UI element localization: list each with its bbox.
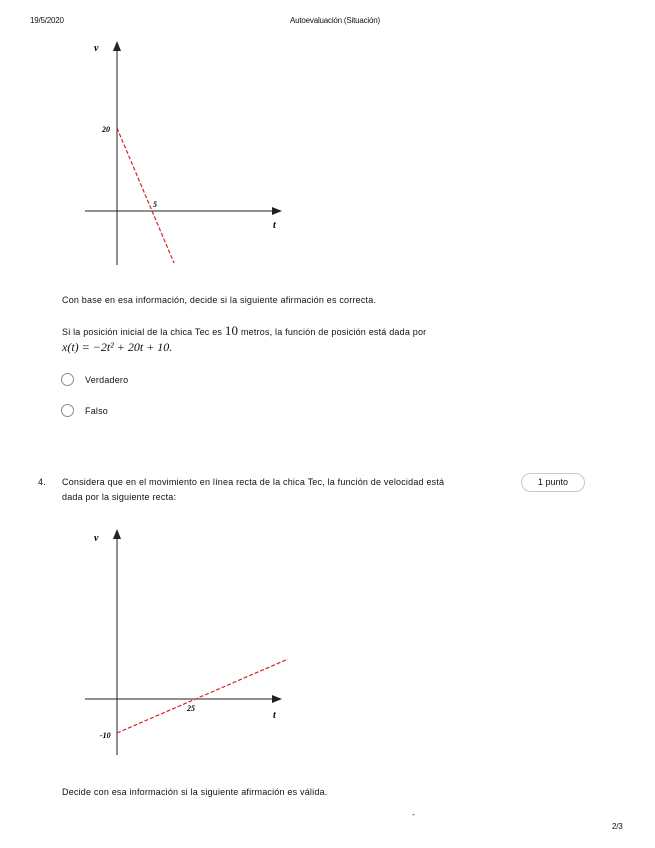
graph1-y-axis-label: v [94,43,99,54]
graph1-velocity-line [117,128,174,263]
q4-text-line1: Considera que en el movimiento en línea recta de la chica Tec, la función de velocidad está [62,477,445,487]
graph2-y-axis-label: v [94,533,99,544]
graph2-y-intercept-label: -10 [100,731,111,740]
q3-statement-prefix: Si la posición inicial de la chica Tec es [62,327,223,337]
graph1-x-intercept-label: 5 [153,200,157,209]
q3-instruction: Con base en esa información, decide si la siguiente afirmación es correcta. [62,295,377,305]
q3-formula: x(t) = −2t² + 20t + 10. [62,340,173,354]
points-badge: 1 punto [521,473,585,492]
q4-text-line2: dada por la siguiente recta: [62,492,177,502]
graph1-x-axis [85,207,282,215]
graph2-velocity-line [117,659,288,733]
q4-instruction: Decide con esa información si la siguiente afirmación es válida. [62,787,328,797]
radio-circle-icon[interactable] [61,404,74,417]
page-number: 2/3 [612,822,623,831]
graph2-x-intercept-label: 25 [187,704,195,713]
graph1-y-axis [113,41,121,265]
footer-mark: - [412,810,415,819]
option-label: Verdadero [85,374,129,385]
q4-number: 4. [38,477,46,487]
radio-circle-icon[interactable] [61,373,74,386]
graph1-x-axis-label: t [273,220,276,231]
print-date: 19/5/2020 [30,16,64,25]
graph2-x-axis-label: t [273,710,276,721]
graph2-x-axis [85,695,282,703]
graph1-y-intercept-label: 20 [102,125,110,134]
option-verdadero[interactable] [61,373,128,386]
q4-text [62,477,517,502]
q3-statement-suffix: metros, la función de posición está dada por [240,327,427,337]
velocity-graph-2 [80,525,300,760]
graph2-y-axis [113,529,121,755]
q3-statement-value: 10 [224,323,239,338]
option-falso[interactable] [61,404,108,417]
q3-statement [62,323,426,339]
page-title: Autoevaluación (Situación) [290,16,380,25]
option-label: Falso [85,405,109,416]
velocity-graph-1 [80,35,290,270]
